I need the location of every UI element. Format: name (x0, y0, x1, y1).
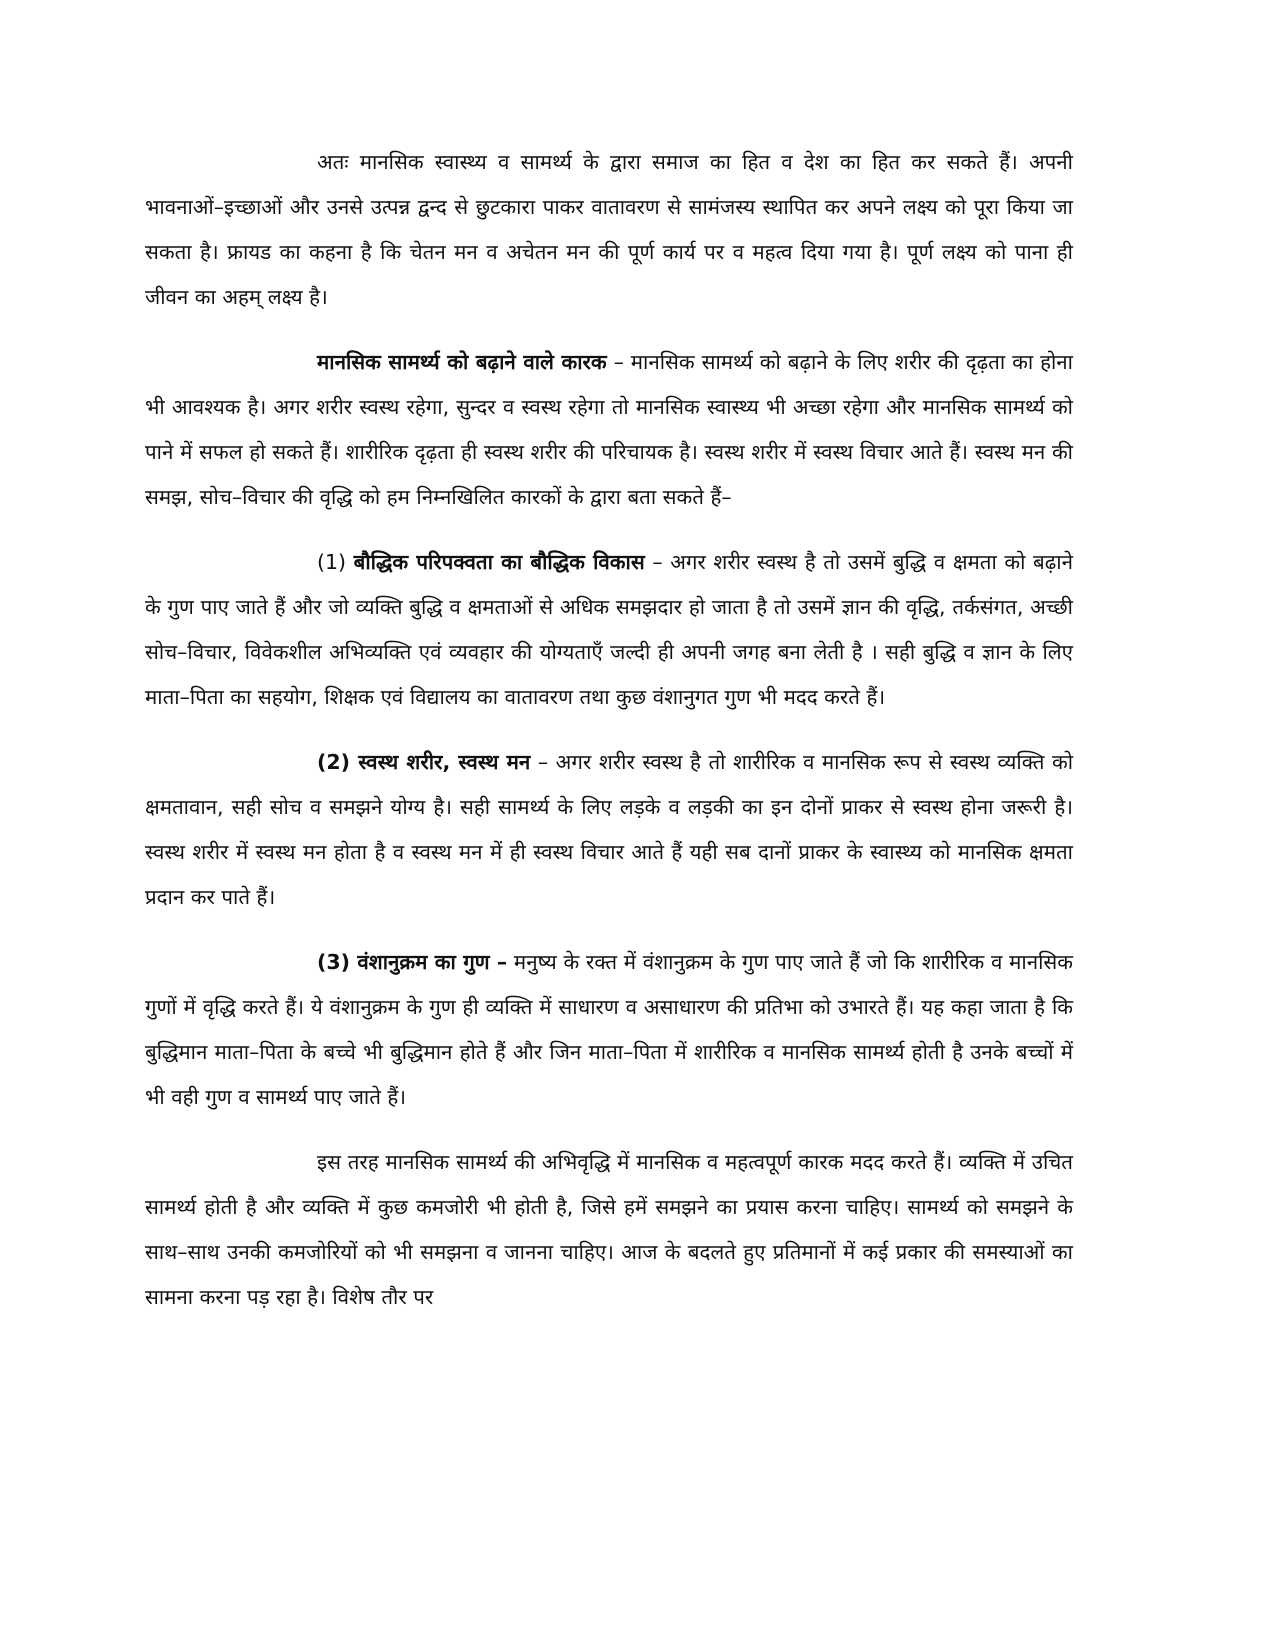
paragraph-text: इस तरह मानसिक सामर्थ्य की अभिवृद्धि में मानसिक व महत्वपूर्ण कारक मदद करते हैं। व्यक्ति में उचित सामर्थ्य होती है और व्यक्ति में कुछ कमजोरी भी होती है, जिसे हमें समझने का प्रयास करना चाहिए। सामर्थ्य को समझने के साथ–साथ उनकी कमजोरियों को भी समझना व जानना चाहिए। आज के बदलते हुए प्रतिमानों में कई प्रकार की समस्याओं का सामना करना पड़ रहा है। विशेष तौर पर (145, 1150, 1073, 1309)
document-page (145, 140, 1073, 1320)
paragraph-text: – अगर शरीर स्वस्थ है तो शारीरिक व मानसिक रूप से स्वस्थ व्यक्ति को क्षमतावान, सही सोच व समझने योग्य है। सही सामर्थ्य के लिए लड़के व लड़की का इन दोनों प्राकर से स्वस्थ होना जरूरी है। स्वस्थ शरीर में स्वस्थ मन होता है व स्वस्थ मन में ही स्वस्थ विचार आते हैं यही सब दानों प्राकर के स्वास्थ्य को मानसिक क्षमता प्रदान कर पाते हैं। (145, 750, 1074, 909)
paragraph-factor-1 (145, 540, 1073, 720)
section-heading: मानसिक सामर्थ्य को बढ़ाने वाले कारक (317, 350, 607, 374)
section-heading: वंशानुक्रम का गुण – (357, 950, 508, 974)
paragraph-text: अतः मानसिक स्वास्थ्य व सामर्थ्य के द्वारा समाज का हित व देश का हित कर सकते हैं। अपनी भावनाओं–इच्छाओं और उनसे उत्पन्न द्वन्द से छुटकारा पाकर वातावरण से सामंजस्य स्थापित कर अपने लक्ष्य को पूरा किया जा सकता है। फ्रायड का कहना है कि चेतन मन व अचेतन मन की पूर्ण कार्य पर व महत्व दिया गया है। पूर्ण लक्ष्य को पाना ही जीवन का अहम् लक्ष्य है। (145, 150, 1073, 309)
paragraph-text: – अगर शरीर स्वस्थ है तो उसमें बुद्धि व क्षमता को बढ़ाने के गुण पाए जाते हैं और जो व्यक्ति बुद्धि व क्षमताओं से अधिक समझदार हो जाता है तो उसमें ज्ञान की वृद्धि, तर्कसंगत, अच्छी सोच–विचार, विवेकशील अभिव्यक्ति एवं व्यवहार की योग्यताएँ जल्दी ही अपनी जगह बना लेती है । सही बुद्धि व ज्ञान के लिए माता–पिता का सहयोग, शिक्षक एवं विद्यालय का वातावरण तथा कुछ वंशानुगत गुण भी मदद करते हैं। (145, 550, 1073, 709)
paragraph-factor-3 (145, 940, 1073, 1120)
item-number: (3) (317, 950, 358, 974)
item-number: (1) (317, 550, 354, 574)
paragraph-conclusion (145, 1140, 1073, 1320)
paragraph-factor-2 (145, 740, 1073, 920)
section-heading: बौद्धिक परिपक्वता का बौद्धिक विकास (353, 550, 645, 574)
paragraph-text: – मानसिक सामर्थ्य को बढ़ाने के लिए शरीर की दृढ़ता का होना भी आवश्यक है। अगर शरीर स्वस्थ रहेगा, सुन्दर व स्वस्थ रहेगा तो मानसिक स्वास्थ्य भी अच्छा रहेगा और मानसिक सामर्थ्य को पाने में सफल हो सकते हैं। शारीरिक दृढ़ता ही स्वस्थ शरीर की परिचायक है। स्वस्थ शरीर में स्वस्थ विचार आते हैं। स्वस्थ मन की समझ, सोच–विचार की वृद्धि को हम निम्नखिलित कारकों के द्वारा बता सकते हैं– (145, 350, 1073, 509)
paragraph-text: मनुष्य के रक्त में वंशानुक्रम के गुण पाए जाते हैं जो कि शारीरिक व मानसिक गुणों में वृद्धि करते हैं। ये वंशानुक्रम के गुण ही व्यक्ति में साधारण व असाधारण की प्रतिभा को उभारते हैं। यह कहा जाता है कि बुद्धिमान माता–पिता के बच्चे भी बुद्धिमान होते हैं और जिन माता–पिता में शारीरिक व मानसिक सामर्थ्य होती है उनके बच्चों में भी वही गुण व सामर्थ्य पाए जाते हैं। (145, 950, 1074, 1109)
item-number: (2) (317, 750, 359, 774)
paragraph-factors-intro (145, 340, 1073, 520)
section-heading: स्वस्थ शरीर, स्वस्थ मन (358, 750, 531, 774)
paragraph-mental-health-benefit (145, 140, 1073, 320)
